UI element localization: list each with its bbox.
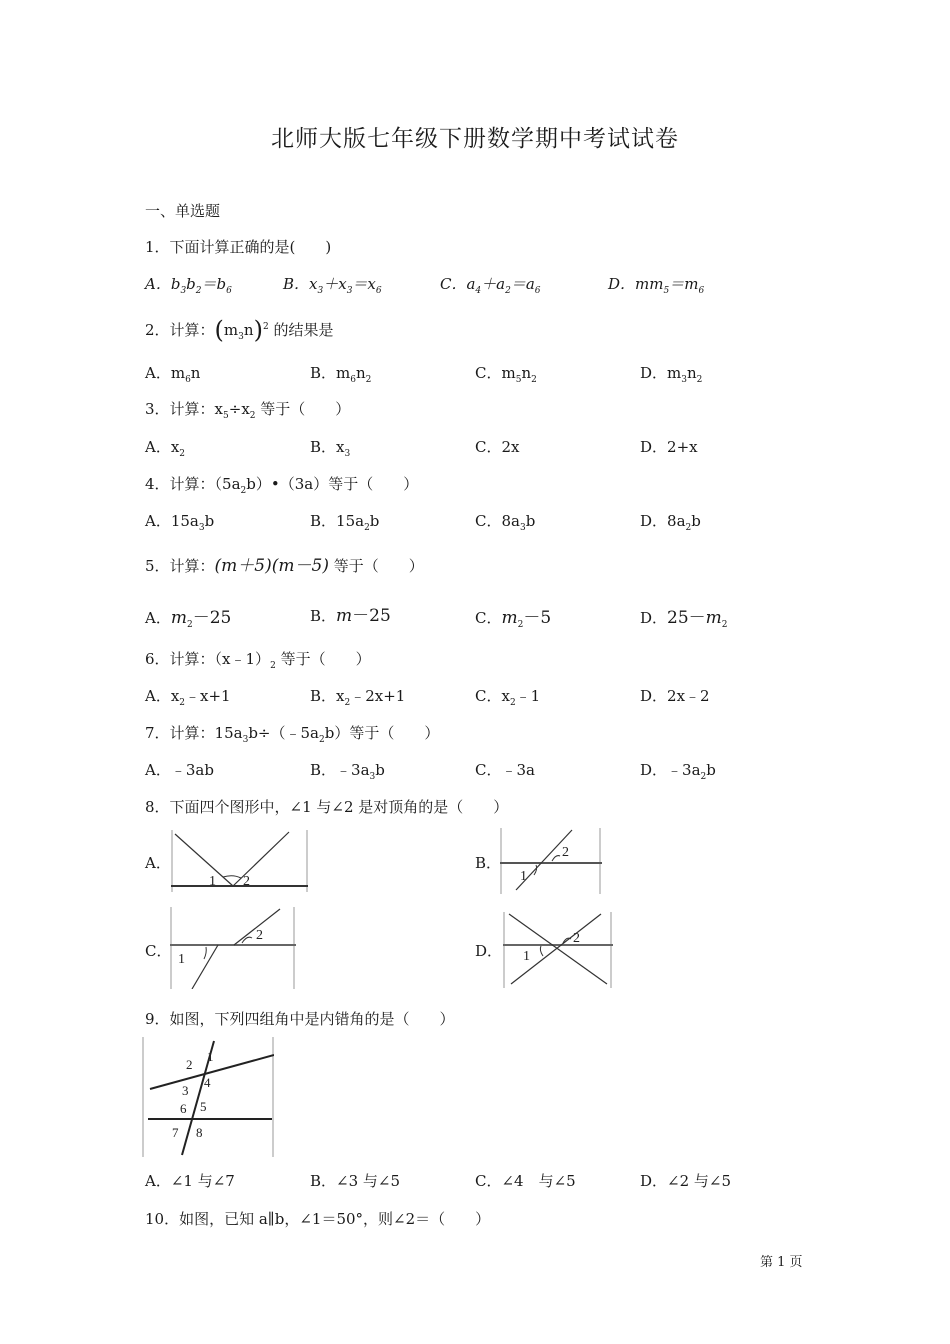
question-1-option-b: B．$x_3+x_3=x_6$ <box>283 275 382 296</box>
figure-9-label-7: 7 <box>172 1125 179 1140</box>
question-1-stem: 1．下面计算正确的是( ) <box>145 238 332 256</box>
question-5-option-b: B．m－25 <box>310 606 391 626</box>
figure-9-label-8: 8 <box>196 1125 203 1140</box>
question-3-option-b: B．$x_3$ <box>310 438 351 459</box>
figure-8a-label-1: 1 <box>209 874 216 889</box>
figure-8b-label-2: 2 <box>562 845 569 860</box>
figure-8b <box>500 828 602 894</box>
question-2-option-d: D．$m_3n_2$ <box>640 364 703 385</box>
question-2-suffix: 的结果是 <box>273 321 334 339</box>
question-2-option-c: C．$m_5n_2$ <box>475 364 537 385</box>
question-9-option-a: A．∠1 与∠7 <box>145 1172 235 1190</box>
question-1-option-a: A．$b_3b_2=b_6$ <box>145 275 232 296</box>
figure-9-label-6: 6 <box>180 1101 187 1116</box>
question-6-option-b: B．$x_2﹣2x+1$ <box>310 687 406 708</box>
question-4-option-c: C．$8a_3b$ <box>475 512 536 533</box>
question-8-option-b: B． <box>475 854 502 872</box>
question-3-option-a: A．$x_2$ <box>145 438 186 459</box>
question-8-option-a: A． <box>145 854 171 872</box>
question-7-option-c: C．﹣3a <box>475 761 535 779</box>
question-4-option-d: D．$8a_2b$ <box>640 512 701 533</box>
section-heading: 一、单选题 <box>145 202 221 220</box>
page-title: 北师大版七年级下册数学期中考试试卷 <box>271 126 679 152</box>
question-4-stem: 4．计算：$(5a_2b)•(3a)$等于（ ） <box>145 475 419 496</box>
question-7-stem: 7．计算：$15a_3b\div(﹣5a_2b)$等于（ ） <box>145 724 440 745</box>
question-5-option-d: D．$25-m_2$ <box>640 608 728 630</box>
question-7-option-a: A．﹣3ab <box>145 761 214 779</box>
question-9-option-c: C．∠4 与∠5 <box>475 1172 576 1190</box>
question-2-prefix: 2．计算： <box>145 321 215 339</box>
question-8-option-d: D． <box>475 942 503 960</box>
figure-8d <box>503 912 613 988</box>
page-number: 第 1 页 <box>760 1255 803 1270</box>
question-2-option-b: B．$m_6n_2$ <box>310 364 372 385</box>
figure-9-label-5: 5 <box>200 1099 207 1114</box>
question-4-option-a: A．$15a_3b$ <box>145 512 215 533</box>
figure-8a-label-2: 2 <box>243 874 250 889</box>
question-2-option-a: A．$m_6n$ <box>145 364 201 385</box>
figure-8c-label-2: 2 <box>256 928 263 943</box>
question-5-option-c: C．$m_2-5$ <box>475 608 552 630</box>
question-9-option-b: B．∠3 与∠5 <box>310 1172 401 1190</box>
question-1-option-d: D．$mm_5=m_6$ <box>608 275 705 296</box>
question-5-option-a: A．$m_2-25$ <box>145 608 232 630</box>
question-7-option-d: D．$﹣3a_2b$ <box>640 761 716 782</box>
figure-8c <box>170 907 296 989</box>
question-5-suffix: 等于（ ） <box>333 557 424 575</box>
figure-8d-label-1: 1 <box>523 949 530 964</box>
question-3-option-d: D．2+x <box>640 438 698 456</box>
figure-9 <box>142 1037 274 1157</box>
question-10-stem: 10．如图，已知 a∥b，∠1＝50°，则∠2＝（ ） <box>145 1210 491 1228</box>
question-7-option-b: B．$﹣3a_3b$ <box>310 761 385 782</box>
question-5-prefix: 5．计算： <box>145 557 215 575</box>
question-8-stem: 8．下面四个图形中，∠1 与∠2 是对顶角的是（ ） <box>145 798 509 816</box>
question-9-stem: 9．如图，下列四组角中是内错角的是（ ） <box>145 1010 455 1028</box>
question-6-option-d: D．2x﹣2 <box>640 687 710 705</box>
question-3-option-c: C．2x <box>475 438 520 456</box>
figure-9-label-3: 3 <box>182 1083 189 1098</box>
figure-8d-label-2: 2 <box>573 931 580 946</box>
question-2-stem: 2．计算：$(m_3n)^2$ 的结果是 <box>145 316 334 344</box>
question-9-option-d: D．∠2 与∠5 <box>640 1172 732 1190</box>
figure-9-label-1: 1 <box>207 1049 214 1064</box>
question-3-stem: 3．计算：$x_5\div x_2$ 等于（ ） <box>145 400 351 421</box>
question-1-option-c: C．$a_4+a_2=a_6$ <box>440 275 541 296</box>
figure-8c-label-1: 1 <box>178 952 185 967</box>
figure-8b-label-1: 1 <box>520 869 527 884</box>
question-6-option-a: A．$x_2﹣x+1$ <box>145 687 231 708</box>
question-4-option-b: B．$15a_2b$ <box>310 512 380 533</box>
question-5-stem: 5．计算：(m＋5)(m－5) 等于（ ） <box>145 556 424 576</box>
question-6-option-c: C．$x_2﹣1$ <box>475 687 541 708</box>
figure-9-label-4: 4 <box>204 1075 211 1090</box>
figure-8a <box>171 830 308 892</box>
question-6-stem: 6．计算：$(x﹣1)_2$ 等于（ ） <box>145 650 371 671</box>
figure-9-label-2: 2 <box>186 1057 193 1072</box>
question-8-option-c: C． <box>145 942 172 960</box>
